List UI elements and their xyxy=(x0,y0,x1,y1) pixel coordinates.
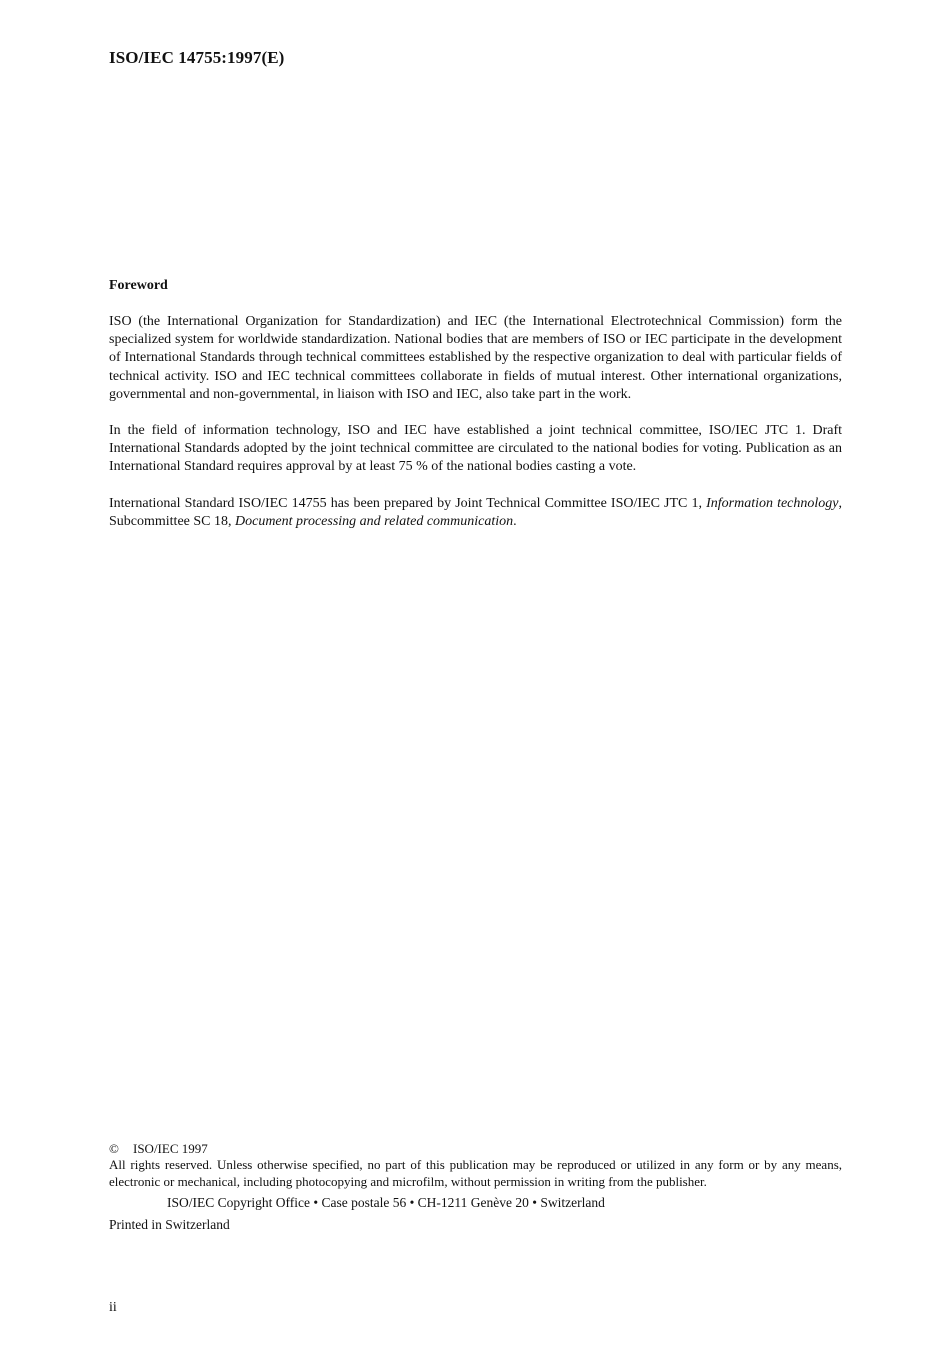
committee-name: Information technology xyxy=(706,495,839,511)
subcommittee-name: Document processing and related communication xyxy=(235,513,514,529)
foreword-section xyxy=(109,278,842,549)
foreword-paragraph-1: ISO (the International Organization for Standardization) and IEC (the International Electrotechnical Commission) form the specialized system for worldwide standardization. National bodies that are members of ISO or IEC participate in the development of International Standards through technical committees established by the respective organization to deal with particular fields of technical activity. ISO and IEC technical committees collaborate in fields of mutual interest. Other international organizations, governmental and non-governmental, in liaison with ISO and IEC, also take part in the work. xyxy=(109,314,842,402)
foreword-title: Foreword xyxy=(109,278,168,293)
document-id-header: ISO/IEC 14755:1997(E) xyxy=(109,48,285,67)
copyright-holder: ISO/IEC 1997 xyxy=(133,1141,208,1156)
page-number: ii xyxy=(109,1300,117,1315)
paragraph-3-end: . xyxy=(513,513,517,529)
paragraph-3-middle: , Subcommittee SC 18, xyxy=(109,495,842,529)
foreword-paragraph-3 xyxy=(109,495,842,531)
printed-in: Printed in Switzerland xyxy=(109,1217,230,1233)
rights-statement: All rights reserved. Unless otherwise specified, no part of this publication may be reproduced or utilized in any form or by any means, electronic or mechanical, including photocopying and microfilm, without permission in writing from the publisher. xyxy=(109,1157,842,1189)
paragraph-3-start: International Standard ISO/IEC 14755 has been prepared by Joint Technical Committee ISO/IEC JTC 1, xyxy=(109,495,702,511)
copyright-office-address: ISO/IEC Copyright Office • Case postale 56 • CH-1211 Genève 20 • Switzerland xyxy=(167,1194,605,1210)
copyright-block xyxy=(109,1141,842,1233)
copyright-icon: © xyxy=(109,1141,119,1156)
copyright-line xyxy=(109,1141,842,1157)
foreword-paragraph-2: In the field of information technology, ISO and IEC have established a joint technical committee, ISO/IEC JTC 1. Draft International Standards adopted by the joint technical committee are circulated to the national bodies for voting. Publication as an International Standard requires approval by at least 75 % of the national bodies casting a vote. xyxy=(109,423,842,475)
